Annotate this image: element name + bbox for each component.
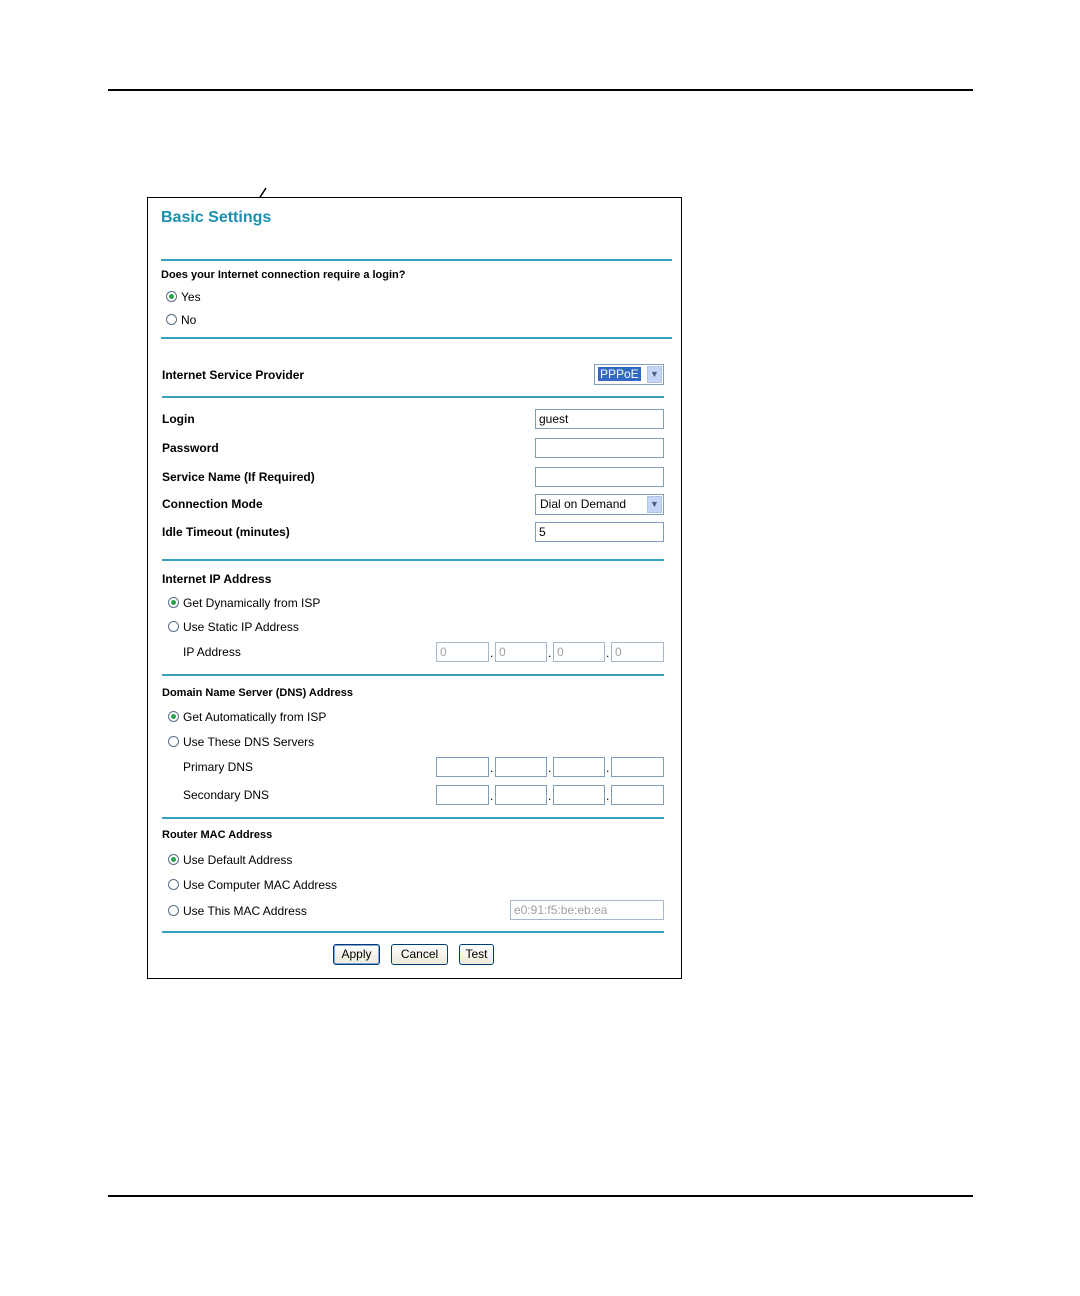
radio-login-no-label: No: [181, 313, 197, 327]
password-input[interactable]: [535, 438, 664, 458]
radio-mac-computer[interactable]: [168, 879, 179, 890]
secondary-dns-octet-2[interactable]: [495, 785, 547, 805]
connection-mode-label: Connection Mode: [162, 497, 263, 511]
login-label: Login: [162, 412, 195, 426]
ip-octet-1[interactable]: 0: [436, 642, 489, 662]
dns-dot: .: [606, 789, 610, 803]
cancel-button[interactable]: Cancel: [391, 944, 448, 965]
secondary-dns-octet-3[interactable]: [553, 785, 605, 805]
connection-mode-value: Dial on Demand: [540, 497, 627, 511]
radio-mac-default-label: Use Default Address: [183, 853, 293, 867]
ip-address-label: IP Address: [183, 645, 241, 659]
primary-dns-octet-3[interactable]: [553, 757, 605, 777]
chevron-down-icon: ▼: [647, 496, 662, 513]
primary-dns-octet-2[interactable]: [495, 757, 547, 777]
apply-button[interactable]: Apply: [333, 944, 380, 965]
divider: [162, 559, 664, 561]
mac-address-input[interactable]: e0:91:f5:be:eb:ea: [510, 900, 664, 920]
radio-mac-custom[interactable]: [168, 905, 179, 916]
radio-login-yes-label: Yes: [181, 290, 201, 304]
secondary-dns-octet-1[interactable]: [436, 785, 489, 805]
radio-ip-static-label: Use Static IP Address: [183, 620, 299, 634]
divider: [161, 259, 672, 261]
internet-ip-heading: Internet IP Address: [162, 572, 272, 586]
idle-timeout-label: Idle Timeout (minutes): [162, 525, 290, 539]
radio-ip-dynamic-label: Get Dynamically from ISP: [183, 596, 321, 610]
divider: [162, 396, 664, 398]
service-name-label: Service Name (If Required): [162, 470, 315, 484]
mac-heading: Router MAC Address: [162, 829, 273, 841]
password-label: Password: [162, 441, 219, 455]
radio-login-no[interactable]: [166, 314, 177, 325]
radio-dns-auto[interactable]: [168, 711, 179, 722]
ip-octet-3[interactable]: 0: [553, 642, 605, 662]
basic-settings-panel: [147, 197, 682, 979]
dns-heading: Domain Name Server (DNS) Address: [162, 687, 353, 699]
primary-dns-octet-1[interactable]: [436, 757, 489, 777]
secondary-dns-octet-4[interactable]: [611, 785, 664, 805]
divider: [162, 674, 664, 676]
ip-dot: .: [548, 646, 552, 660]
radio-dns-manual-label: Use These DNS Servers: [183, 735, 315, 749]
secondary-dns-label: Secondary DNS: [183, 788, 270, 802]
ip-dot: .: [606, 646, 610, 660]
divider: [161, 337, 672, 339]
divider: [162, 931, 664, 933]
radio-mac-default[interactable]: [168, 854, 179, 865]
dns-dot: .: [490, 789, 494, 803]
isp-select-value: PPPoE: [600, 367, 639, 381]
ip-dot: .: [490, 646, 494, 660]
primary-dns-label: Primary DNS: [183, 760, 254, 774]
divider: [162, 817, 664, 819]
dns-dot: .: [490, 761, 494, 775]
radio-ip-static[interactable]: [168, 621, 179, 632]
idle-timeout-input[interactable]: 5: [535, 522, 664, 542]
page-title: Basic Settings: [161, 209, 272, 226]
primary-dns-octet-4[interactable]: [611, 757, 664, 777]
chevron-down-icon: ▼: [647, 366, 662, 383]
ip-octet-2[interactable]: 0: [495, 642, 547, 662]
radio-login-yes[interactable]: [166, 291, 177, 302]
login-question: Does your Internet connection require a login?: [161, 269, 406, 281]
login-input[interactable]: guest: [535, 409, 664, 429]
isp-label: Internet Service Provider: [162, 368, 305, 382]
radio-ip-dynamic[interactable]: [168, 597, 179, 608]
isp-select[interactable]: [594, 364, 664, 385]
radio-mac-custom-label: Use This MAC Address: [183, 904, 307, 918]
service-name-input[interactable]: [535, 467, 664, 487]
ip-octet-4[interactable]: 0: [611, 642, 664, 662]
dns-dot: .: [548, 789, 552, 803]
radio-dns-manual[interactable]: [168, 736, 179, 747]
radio-mac-computer-label: Use Computer MAC Address: [183, 878, 338, 892]
test-button[interactable]: Test: [459, 944, 494, 965]
dns-dot: .: [606, 761, 610, 775]
dns-dot: .: [548, 761, 552, 775]
connection-mode-select[interactable]: [535, 494, 664, 515]
radio-dns-auto-label: Get Automatically from ISP: [183, 710, 327, 724]
